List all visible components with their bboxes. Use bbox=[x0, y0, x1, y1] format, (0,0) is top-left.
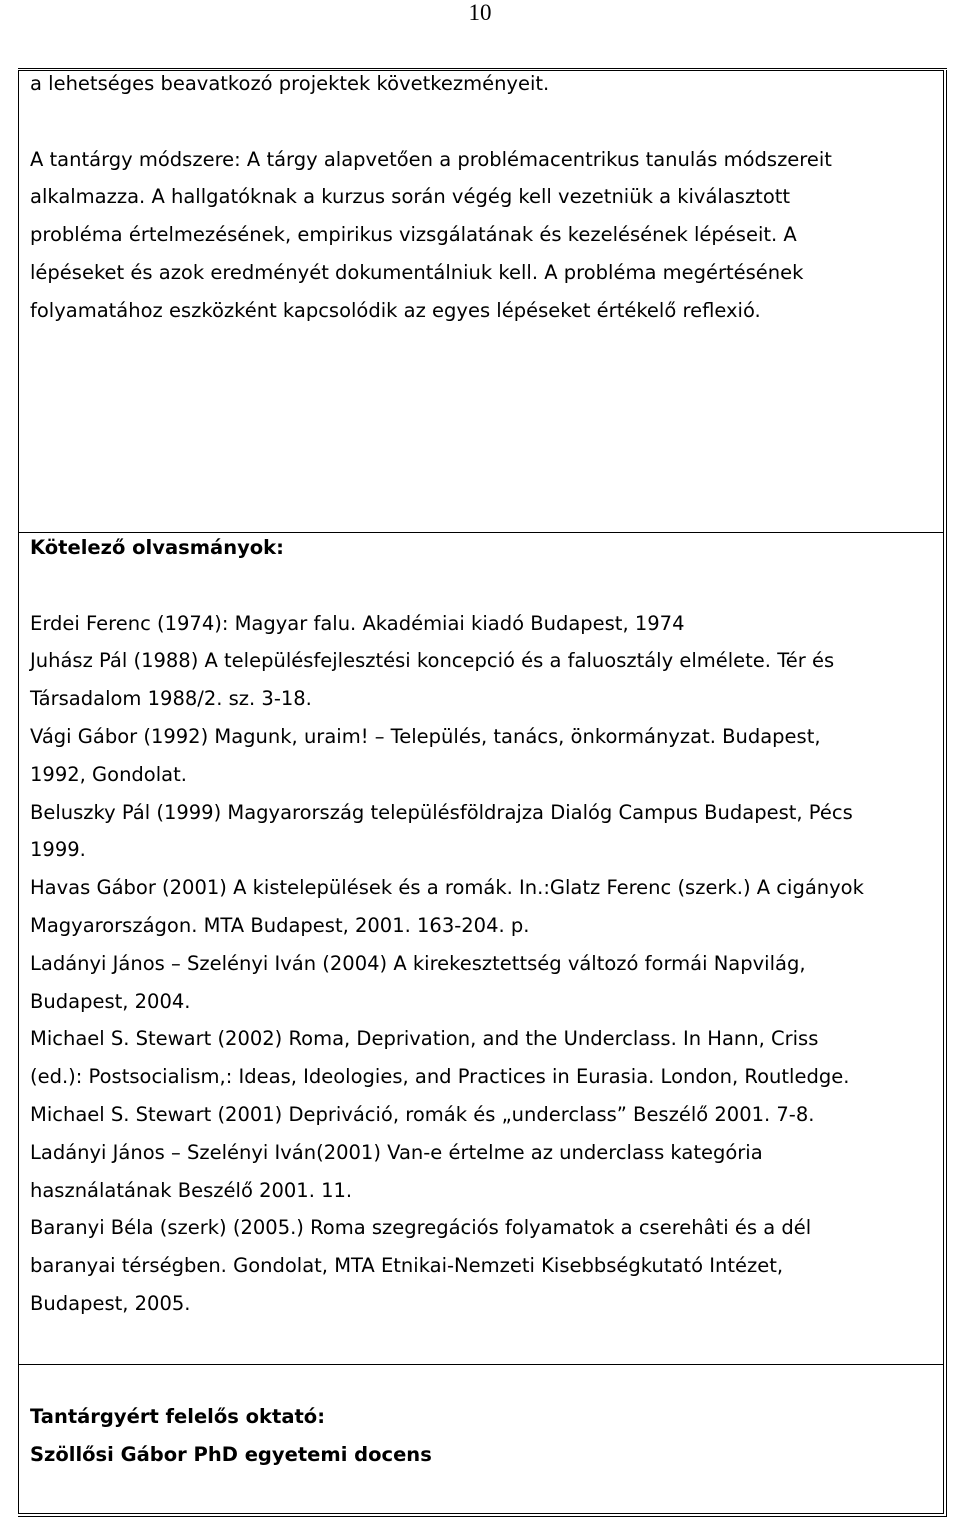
reading-line: Michael S. Stewart (2001) Depriváció, romák és „underclass” Beszélő 2001. 7-8. bbox=[30, 1102, 815, 1126]
reading-line: (ed.): Postsocialism,: Ideas, Ideologies, and Practices in Eurasia. London, Routledge. bbox=[30, 1065, 850, 1089]
reading-line: Juhász Pál (1988) A településfejlesztési koncepció és a faluosztály elmélete. Tér és bbox=[30, 649, 835, 673]
reading-line: Havas Gábor (2001) A kistelepülések és a romák. In.:Glatz Ferenc (szerk.) A cigányok bbox=[30, 876, 864, 900]
blank-line bbox=[30, 103, 942, 141]
responsible-heading: Tantárgyért felelős oktató: bbox=[30, 1405, 326, 1428]
reading-line: Budapest, 2005. bbox=[30, 1291, 191, 1315]
method-line: probléma értelmezésének, empirikus vizsgálatának és kezelésének lépéseit. A bbox=[30, 223, 797, 247]
reading-line: Ladányi János – Szelényi Iván(2001) Van-e értelme az underclass kategória bbox=[30, 1140, 763, 1164]
reading-line: Erdei Ferenc (1974): Magyar falu. Akadémiai kiadó Budapest, 1974 bbox=[30, 611, 685, 635]
method-section bbox=[30, 65, 942, 330]
method-line: a lehetséges beavatkozó projektek következményeit. bbox=[30, 72, 550, 95]
method-line: lépéseket és azok eredményét dokumentálniuk kell. A probléma megértésének bbox=[30, 260, 804, 284]
row-divider-2 bbox=[18, 1364, 944, 1365]
reading-line: Budapest, 2004. bbox=[30, 989, 191, 1013]
reading-line: Beluszky Pál (1999) Magyarország településföldrajza Dialóg Campus Budapest, Pécs bbox=[30, 800, 853, 824]
table-border-bottom-outer bbox=[18, 1516, 947, 1517]
reading-line: 1999. bbox=[30, 838, 86, 862]
reading-line: 1992, Gondolat. bbox=[30, 762, 187, 786]
reading-line: használatának Beszélő 2001. 11. bbox=[30, 1178, 353, 1202]
table-border-right-outer bbox=[946, 70, 947, 1516]
method-line: alkalmazza. A hallgatóknak a kurzus során végég kell vezetniük a kiválasztott bbox=[30, 185, 791, 209]
reading-line: Vági Gábor (1992) Magunk, uraim! – Település, tanács, önkormányzat. Budapest, bbox=[30, 724, 821, 748]
readings-section bbox=[30, 529, 942, 1323]
responsible-section bbox=[30, 1398, 942, 1474]
method-line: A tantárgy módszere: A tárgy alapvetően a problémacentrikus tanulás módszereit bbox=[30, 147, 832, 171]
reading-line: Ladányi János – Szelényi Iván (2004) A kirekesztettség változó formái Napvilág, bbox=[30, 951, 806, 975]
page-number: 10 bbox=[468, 0, 492, 25]
reading-line: Michael S. Stewart (2002) Roma, Deprivation, and the Underclass. In Hann, Criss bbox=[30, 1027, 819, 1051]
reading-line: Társadalom 1988/2. sz. 3-18. bbox=[30, 687, 312, 711]
reading-line: Magyarországon. MTA Budapest, 2001. 163-204. p. bbox=[30, 913, 530, 937]
reading-line: Baranyi Béla (szerk) (2005.) Roma szegregációs folyamatok a cserehâti és a dél bbox=[30, 1216, 812, 1240]
readings-heading: Kötelező olvasmányok: bbox=[30, 536, 284, 559]
method-line: folyamatához eszközként kapcsolódik az egyes lépéseket értékelő reflexió. bbox=[30, 298, 761, 322]
responsible-name: Szöllősi Gábor PhD egyetemi docens bbox=[30, 1442, 432, 1466]
reading-line: baranyai térségben. Gondolat, MTA Etnikai-Nemzeti Kisebbségkutató Intézet, bbox=[30, 1254, 784, 1278]
blank-line bbox=[30, 567, 942, 605]
